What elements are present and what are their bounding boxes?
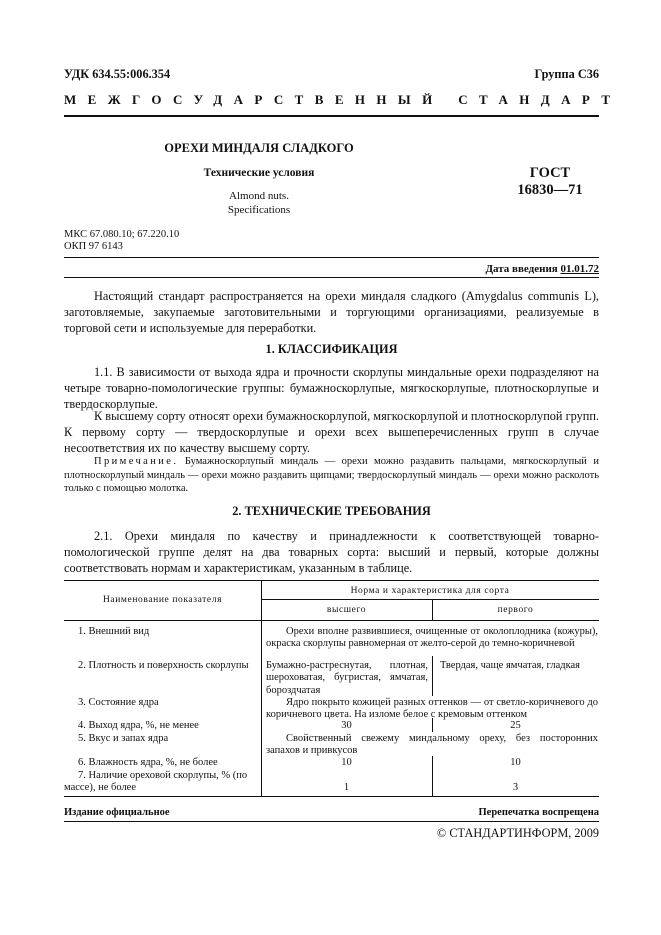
intro-rule bbox=[64, 277, 599, 278]
table-header-norm: Норма и характеристика для сорта bbox=[350, 586, 510, 596]
section1-paragraph2: К высшему сорту относят орехи бумажноскорлупой, мягкоскорлупой и плотноскорлупой групп. К первому сорту — твердоскорлупые и орехи всех вышеперечисленных групп в случае несоответствия их по качеству высшему сорту. bbox=[64, 409, 599, 455]
section2-heading: 2. ТЕХНИЧЕСКИЕ ТРЕБОВАНИЯ bbox=[232, 504, 431, 518]
table-row7-top: 1 bbox=[343, 782, 350, 793]
table-row5-name: 5. Вкус и запах ядра bbox=[78, 733, 169, 744]
intro-paragraph: Настоящий стандарт распространяется на орехи миндаля сладкого (Amygdalus communis L), заготовляемые, закупаемые заготовительными и торгующими организациями, реализуемые в торговой сети и используемые для переработки. bbox=[64, 289, 599, 335]
gost-label: ГОСТ bbox=[529, 165, 571, 181]
section2-paragraph1: 2.1. Орехи миндаля по качеству и принадлежности к соответствующей товарно-помологической группе делят на два товарных сорта: высший и первый, которые должны соответствовать нормам и характеристикам, указанным в таблице. bbox=[64, 529, 599, 575]
table-top-border bbox=[64, 580, 599, 581]
section1-heading: 1. КЛАССИФИКАЦИЯ bbox=[265, 342, 398, 356]
table-row4-name: 4. Выход ядра, %, не менее bbox=[78, 720, 199, 731]
table-row1-value: Орехи вполне развившиеся, очищенные от околоплодника (кожуры), окраска скорлупы равномерная от желто-серой до темно-коричневой bbox=[266, 626, 598, 650]
document-subtitle: Технические условия bbox=[203, 167, 315, 179]
intro-date-value: 01.01.72 bbox=[560, 263, 599, 275]
footer-reprint-prohibited: Перепечатка воспрещена bbox=[478, 807, 599, 818]
table-row7-first: 3 bbox=[512, 782, 519, 793]
table-row4-top: 30 bbox=[341, 720, 352, 731]
footer-official-edition: Издание официальное bbox=[64, 807, 170, 818]
table-row6-top: 10 bbox=[341, 757, 352, 768]
footer-rule bbox=[64, 821, 599, 822]
mks-code: МКС 67.080.10; 67.220.10 bbox=[64, 229, 180, 240]
intro-date-label: Дата введения bbox=[485, 263, 558, 275]
table-row4-first: 25 bbox=[510, 720, 521, 731]
okp-code: ОКП 97 6143 bbox=[64, 241, 123, 252]
table-row2-name: 2. Плотность и поверхность скорлупы bbox=[78, 660, 249, 671]
english-title-line2: Specifications bbox=[227, 204, 291, 216]
table-header-bottom-border bbox=[64, 620, 599, 621]
intro-date bbox=[485, 262, 599, 276]
table-row6-first: 10 bbox=[510, 757, 521, 768]
document-title: ОРЕХИ МИНДАЛЯ СЛАДКОГО bbox=[164, 141, 354, 155]
table-header-top-grade: высшего bbox=[326, 605, 367, 615]
note-label: Примечание. bbox=[94, 456, 179, 467]
section1-paragraph1: 1.1. В зависимости от выхода ядра и прочности скорлупы миндальные орехи подразделяют на четыре товарно-помологические группы: бумажноскорлупые, мягкоскорлупые, плотноскорлупые и твердоскорлупые. bbox=[64, 365, 599, 411]
section1-note bbox=[64, 455, 599, 496]
footer-copyright: © СТАНДАРТИНФОРМ, 2009 bbox=[436, 826, 599, 840]
table-header-mid-border bbox=[261, 599, 599, 600]
note-text: Бумажноскорлупый миндаль — орехи можно раздавить пальцами, мягкоскорлупый и плотноскорлупый миндаль — орехи можно раздавить щипцами; твердоскорлупый миндаль — орехи можно расколоть только с помощью молотка. bbox=[64, 456, 599, 494]
udk-code: УДК 634.55:006.354 bbox=[64, 67, 171, 81]
table-row5-value: Свойственный свежему миндальному ореху, без посторонних запахов и привкусов bbox=[266, 733, 598, 757]
table-row3-name: 3. Состояние ядра bbox=[78, 697, 159, 708]
gost-number: 16830—71 bbox=[517, 182, 583, 198]
table-header-first-grade: первого bbox=[497, 605, 534, 615]
table-row2-first: Твердая, чаще ямчатая, гладкая bbox=[440, 660, 581, 671]
table-header-name: Наименование показателя bbox=[102, 595, 223, 605]
codes-rule bbox=[64, 257, 599, 258]
table-row1-name: 1. Внешний вид bbox=[78, 626, 150, 637]
table-row3-value: Ядро покрыто кожицей разных оттенков — от светло-коричневого до коричневого цвета. На изломе белое с кремовым оттенком bbox=[266, 697, 598, 721]
table-row7-name: 7. Наличие ореховой скорлупы, % (по массе), не более bbox=[64, 770, 248, 794]
header-rule bbox=[64, 115, 599, 117]
group-code: Группа С36 bbox=[534, 67, 599, 81]
english-title-line1: Almond nuts. bbox=[229, 190, 289, 202]
table-row6-name: 6. Влажность ядра, %, не более bbox=[78, 757, 218, 768]
table-bottom-border bbox=[64, 796, 599, 797]
standard-banner: МЕЖГОСУДАРСТВЕННЫЙ СТАНДАРТ bbox=[64, 92, 622, 107]
table-row2-top: Бумажно-растреснутая, плотная, шероховатая, бугристая, ямчатая, бороздчатая bbox=[266, 660, 428, 696]
table-col-divider-2-row2 bbox=[432, 656, 433, 696]
